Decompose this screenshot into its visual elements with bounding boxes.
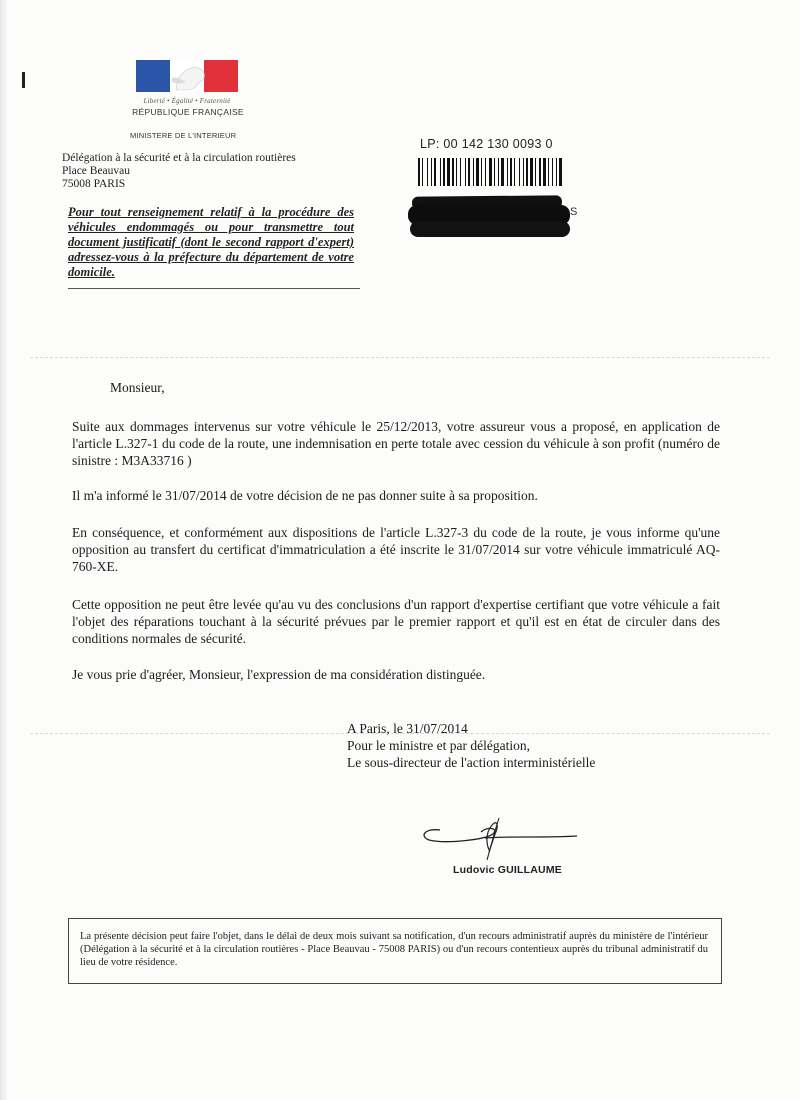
barcode [418, 158, 632, 186]
department-name: Délégation à la sécurité et à la circulation routières [62, 152, 296, 164]
marianne-logo [136, 60, 238, 92]
signer-name: Ludovic GUILLAUME [453, 864, 562, 876]
paragraph-decision: Il m'a informé le 31/07/2014 de votre décision de ne pas donner suite à sa proposition. [72, 488, 538, 503]
department-street: Place Beauvau [62, 165, 131, 177]
department-city: 75008 PARIS [62, 178, 126, 190]
scan-edge [0, 0, 8, 1100]
recipient-fragment: S [570, 206, 578, 218]
info-notice: Pour tout renseignement relatif à la procédure des véhicules endommagés ou pour transmettre tout document justificatif (dont le second rapport d'expert) adressez-vous à la préfecture du département de votre domicile. [68, 205, 354, 279]
republic-label: RÉPUBLIQUE FRANÇAISE [132, 107, 244, 117]
legal-recourse-notice: La présente décision peut faire l'objet, dans le délai de deux mois suivant sa notification, d'un recours administratif auprès du ministère de l'intérieur (Délégation à la sécurité et à la circulation routières - Place Beauvau - 75008 PARIS) ou d'un recours contentieux auprès du tribunal administratif du lieu de votre résidence. [80, 931, 708, 968]
ministry-label: MINISTERE DE L'INTERIEUR [130, 131, 237, 140]
signer-title: Le sous-directeur de l'action interministérielle [347, 755, 596, 770]
paragraph-closing: Je vous prie d'agréer, Monsieur, l'expression de ma considération distinguée. [72, 667, 486, 682]
paragraph-conditions: Cette opposition ne peut être levée qu'au vu des conclusions d'un rapport d'expertise certifiant que votre véhicule a fait l'objet des réparations touchant à la sécurité prévues par le premier rapport et qu'il est en état de circuler dans des conditions normales de sécurité. [72, 597, 720, 646]
motto: Liberté • Égalité • Fraternité [143, 97, 231, 105]
delegation-line: Pour le ministre et par délégation, [347, 738, 530, 753]
salutation: Monsieur, [110, 380, 165, 395]
handwritten-signature [415, 810, 580, 865]
signature-block [347, 720, 595, 771]
redaction-mark [410, 221, 570, 237]
lp-number: LP: 00 142 130 0093 0 [420, 137, 553, 151]
notice-underline [68, 288, 360, 289]
department-address [62, 152, 296, 191]
fold-line-top [30, 357, 770, 358]
paragraph-opposition: En conséquence, et conformément aux dispositions de l'article L.327-3 du code de la route, je vous informe qu'une opposition au transfert du certificat d'immatriculation a été inscrite le 31/07/2014 sur votre véhicule immatriculé AQ-760-XE. [72, 525, 720, 574]
place-date: A Paris, le 31/07/2014 [347, 721, 468, 736]
paragraph-damage: Suite aux dommages intervenus sur votre véhicule le 25/12/2013, votre assureur vous a proposé, en application de l'article L.327-1 du code de la route, une indemnisation en perte totale avec cession du véhicule à son profit (numéro de sinistre : M3A33716 ) [72, 419, 720, 468]
punch-mark [22, 72, 25, 88]
